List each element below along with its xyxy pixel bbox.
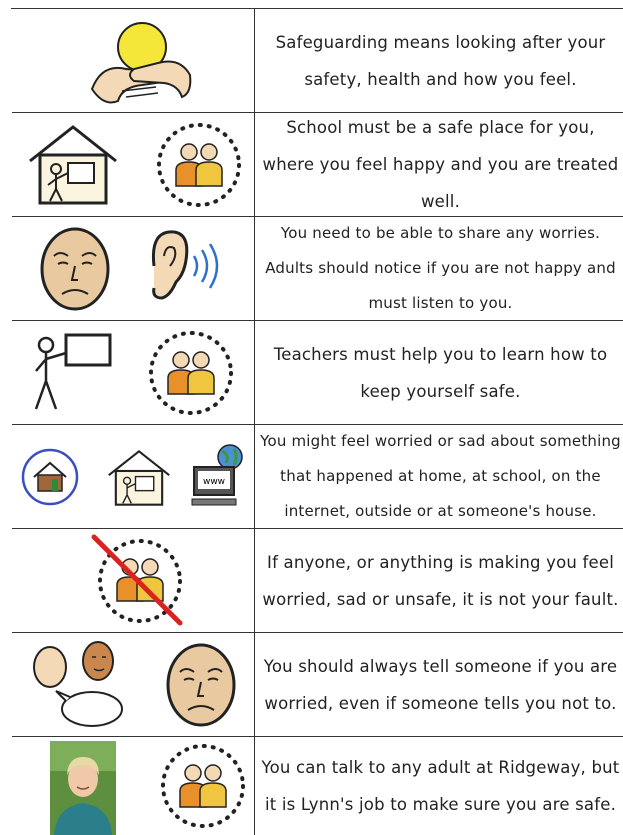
table-row xyxy=(12,217,623,321)
picture-cell xyxy=(12,113,255,216)
people-group-icon xyxy=(158,741,248,831)
statement-text: School must be a safe place for you, where you feel happy and you are treated well. xyxy=(262,118,619,211)
table-row xyxy=(12,633,623,737)
people-group-icon xyxy=(146,328,236,418)
statement-text: You need to be able to share any worries. Adults should notice if you are not happy and must listen to you. xyxy=(265,224,616,312)
table-row xyxy=(12,9,623,113)
statement-text: You might feel worried or sad about something that happened at home, at school, on the internet, outside or at someone's house. xyxy=(260,432,621,520)
table-row xyxy=(12,113,623,217)
talking-people-icon xyxy=(32,639,128,731)
safeguarding-table xyxy=(11,8,623,814)
people-group-icon xyxy=(154,120,244,210)
picture-cell xyxy=(12,633,255,736)
table-row xyxy=(12,425,623,529)
statement-text: If anyone, or anything is making you feel worried, sad or unsafe, it is not your fault. xyxy=(262,552,619,609)
picture-cell xyxy=(12,217,255,320)
listening-ear-icon xyxy=(140,226,230,312)
statement-text: You can talk to any adult at Ridgeway, but it is Lynn's job to make sure you are safe. xyxy=(261,758,620,814)
picture-cell xyxy=(12,321,255,424)
table-row xyxy=(12,529,623,633)
statement-text: You should always tell someone if you are worried, even if someone tells you not to. xyxy=(263,656,618,713)
picture-cell xyxy=(12,425,255,528)
school-house-icon xyxy=(26,123,120,207)
table-row xyxy=(12,321,623,425)
www-label: www xyxy=(202,477,226,487)
teacher-board-icon xyxy=(32,331,114,415)
worried-face-icon xyxy=(164,642,238,728)
internet-computer-icon xyxy=(190,443,248,509)
lynn-photo xyxy=(50,741,116,835)
school-house-icon xyxy=(106,447,172,509)
safeguarding-sheet xyxy=(11,8,623,834)
picture-cell xyxy=(12,529,255,632)
statement-text: Safeguarding means looking after your safety, health and how you feel. xyxy=(275,32,606,89)
picture-cell xyxy=(12,9,255,112)
picture-cell xyxy=(12,737,255,835)
not-allowed-people-icon xyxy=(82,531,192,631)
statement-text: Teachers must help you to learn how to keep yourself safe. xyxy=(273,344,608,401)
home-icon xyxy=(20,447,80,507)
worried-face-icon xyxy=(38,226,112,312)
table-row xyxy=(12,737,623,835)
hands-holding-sun-icon xyxy=(82,11,202,111)
